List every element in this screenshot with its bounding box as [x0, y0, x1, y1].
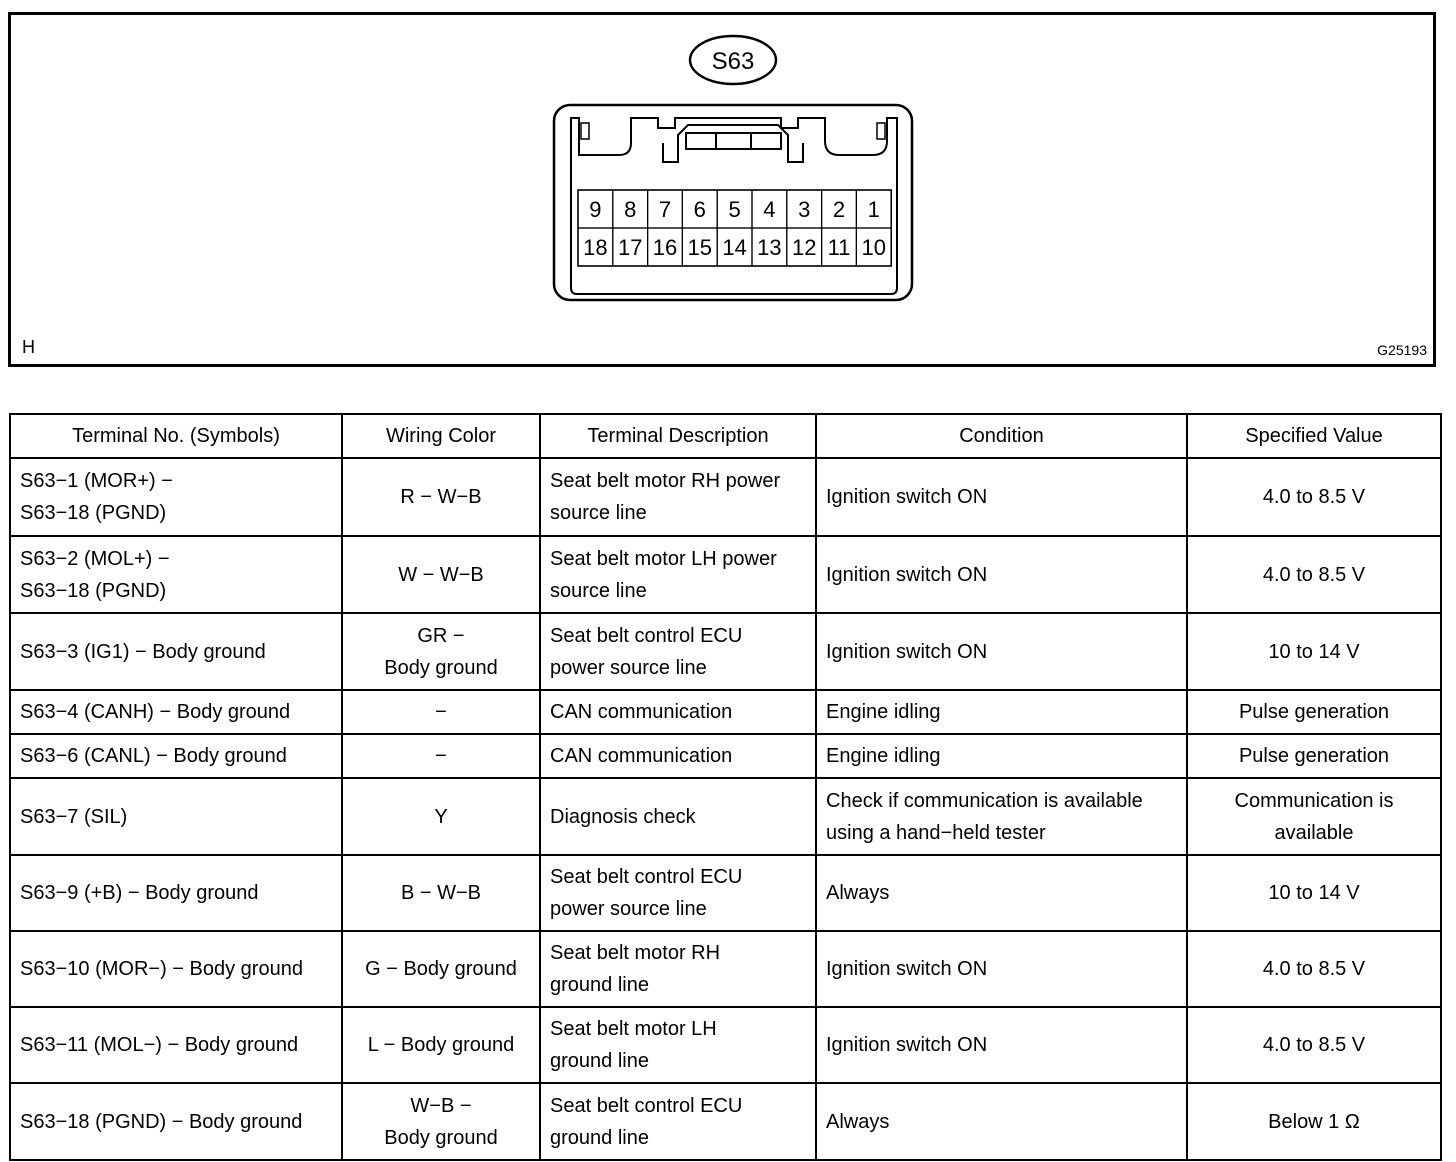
cell-text-line: Communication is	[1234, 789, 1394, 812]
cell-specified-value	[1187, 931, 1441, 1007]
pin-number: 16	[652, 235, 678, 260]
cell-text-line: S63−18 (PGND) − Body ground	[20, 1110, 303, 1133]
cell-condition	[816, 778, 1187, 855]
connector-drawing	[11, 15, 1433, 364]
cell-text-line: Ignition switch ON	[826, 563, 988, 586]
cell-text-line: using a hand−held tester	[826, 821, 1046, 844]
table-header-row	[10, 414, 1441, 458]
figure-code: G25193	[1377, 342, 1427, 358]
cell-terminal-description	[540, 855, 816, 931]
cell-text-line: 4.0 to 8.5 V	[1262, 486, 1366, 508]
cell-text-line: Below 1 Ω	[1268, 1110, 1360, 1133]
cell-text-line: G − Body ground	[365, 958, 517, 980]
cell-text-line: Seat belt motor LH power	[550, 547, 777, 570]
pin-number: 1	[867, 197, 880, 222]
cell-specified-value	[1187, 690, 1441, 734]
cell-condition	[816, 690, 1187, 734]
cell-text-line: power source line	[550, 656, 707, 679]
pin-number: 4	[763, 197, 776, 222]
cell-text-line: ground line	[550, 974, 649, 996]
header-wiring-color: Wiring Color	[342, 414, 540, 458]
pin-number: 2	[832, 197, 846, 222]
cell-terminal-description	[540, 458, 816, 536]
cell-terminal	[10, 690, 342, 734]
cell-terminal-description	[540, 931, 816, 1007]
cell-terminal-description	[540, 613, 816, 690]
cell-terminal-description	[540, 536, 816, 613]
table-row	[10, 536, 1441, 613]
table-row	[10, 931, 1441, 1007]
cell-terminal	[10, 536, 342, 613]
cell-text-line: Engine idling	[826, 701, 941, 723]
pin-number: 14	[722, 235, 747, 260]
table-row	[10, 690, 1441, 734]
cell-text-line: source line	[550, 579, 647, 602]
cell-text-line: source line	[550, 502, 647, 524]
cell-text-line: CAN communication	[550, 745, 733, 767]
cell-text-line: Pulse generation	[1238, 701, 1390, 723]
cell-text-line: 10 to 14 V	[1268, 882, 1360, 904]
cell-text-line: Seat belt motor RH power	[550, 470, 781, 492]
cell-text-line: Seat belt control ECU	[550, 866, 743, 888]
cell-text-line: S63−7 (SIL)	[20, 805, 128, 828]
cell-text-line: 10 to 14 V	[1268, 640, 1360, 663]
cell-text-line: S63−6 (CANL) − Body ground	[20, 745, 287, 767]
pin-number: 13	[757, 235, 782, 260]
cell-wiring-color	[342, 613, 540, 690]
cell-specified-value	[1187, 536, 1441, 613]
cell-terminal	[10, 931, 342, 1007]
header-terminal: Terminal No. (Symbols)	[10, 414, 342, 458]
cell-condition	[816, 1007, 1187, 1083]
cell-condition	[816, 855, 1187, 931]
cell-terminal-description	[540, 1007, 816, 1083]
cell-text-line: Ignition switch ON	[826, 1034, 988, 1056]
cell-condition	[816, 1083, 1187, 1160]
table-row	[10, 1083, 1441, 1160]
header-specified-value: Specified Value	[1187, 414, 1441, 458]
cell-terminal-description	[540, 690, 816, 734]
pin-number: 18	[583, 235, 608, 260]
pin-number: 15	[687, 235, 713, 260]
cell-text-line: Ignition switch ON	[826, 486, 988, 508]
table-row	[10, 778, 1441, 855]
cell-specified-value	[1187, 458, 1441, 536]
connector-lock-slot	[686, 133, 781, 149]
cell-wiring-color	[342, 1007, 540, 1083]
pin-number: 12	[791, 235, 817, 260]
cell-specified-value	[1187, 855, 1441, 931]
cell-wiring-color	[342, 1083, 540, 1160]
view-marker: H	[22, 337, 35, 357]
cell-terminal	[10, 458, 342, 536]
cell-condition	[816, 536, 1187, 613]
cell-text-line: Seat belt control ECU	[550, 1094, 743, 1117]
cell-specified-value	[1187, 613, 1441, 690]
cell-text-line: Always	[826, 882, 890, 904]
cell-text-line: W − W−B	[398, 563, 484, 586]
table-row	[10, 458, 1441, 536]
cell-text-line: −	[435, 701, 447, 723]
cell-text-line: Y	[434, 805, 448, 828]
cell-text-line: W−B −	[410, 1094, 472, 1117]
pin-number: 8	[624, 197, 637, 222]
cell-condition	[816, 613, 1187, 690]
cell-text-line: 4.0 to 8.5 V	[1262, 1034, 1366, 1056]
cell-text-line: S63−9 (+B) − Body ground	[20, 882, 259, 904]
cell-text-line: −	[435, 745, 447, 767]
cell-text-line: ground line	[550, 1050, 649, 1072]
cell-text-line: S63−11 (MOL−) − Body ground	[20, 1034, 299, 1056]
cell-condition	[816, 458, 1187, 536]
cell-text-line: Diagnosis check	[550, 805, 696, 828]
terminal-spec-table	[9, 413, 1442, 1161]
cell-text-line: 4.0 to 8.5 V	[1262, 563, 1366, 586]
cell-condition	[816, 734, 1187, 778]
cell-text-line: S63−18 (PGND)	[20, 502, 167, 524]
cell-text-line: GR −	[417, 624, 465, 647]
table-row	[10, 613, 1441, 690]
pin-number: 6	[693, 197, 706, 222]
cell-wiring-color	[342, 734, 540, 778]
cell-condition	[816, 931, 1187, 1007]
cell-text-line: Seat belt motor RH	[550, 942, 721, 964]
cell-text-line: L − Body ground	[367, 1034, 515, 1056]
cell-text-line: Pulse generation	[1238, 745, 1390, 767]
pin-number: 10	[861, 235, 887, 260]
cell-terminal-description	[540, 1083, 816, 1160]
connector-diagram	[8, 12, 1436, 367]
cell-text-line: B − W−B	[400, 882, 482, 904]
cell-text-line: Engine idling	[826, 745, 941, 767]
cell-text-line: S63−10 (MOR−) − Body ground	[20, 958, 303, 980]
pin-number: 3	[798, 197, 811, 222]
cell-terminal-description	[540, 778, 816, 855]
cell-text-line: CAN communication	[550, 701, 733, 723]
cell-text-line: R − W−B	[400, 486, 482, 508]
cell-text-line: S63−4 (CANH) − Body ground	[20, 701, 291, 723]
cell-text-line: available	[1274, 821, 1354, 844]
cell-text-line: Ignition switch ON	[826, 958, 988, 980]
cell-terminal	[10, 778, 342, 855]
cell-terminal	[10, 734, 342, 778]
cell-wiring-color	[342, 855, 540, 931]
cell-terminal-description	[540, 734, 816, 778]
cell-terminal	[10, 855, 342, 931]
cell-text-line: S63−18 (PGND)	[20, 579, 167, 602]
cell-specified-value	[1187, 734, 1441, 778]
cell-terminal	[10, 613, 342, 690]
pin-number: 9	[589, 197, 602, 222]
cell-text-line: Check if communication is available	[826, 789, 1143, 812]
pin-number: 7	[658, 197, 672, 222]
header-condition: Condition	[816, 414, 1187, 458]
cell-wiring-color	[342, 536, 540, 613]
table-row	[10, 734, 1441, 778]
pin-number: 17	[617, 235, 643, 260]
cell-text-line: Body ground	[384, 1126, 498, 1149]
cell-terminal	[10, 1083, 342, 1160]
cell-text-line: S63−1 (MOR+) −	[20, 470, 173, 492]
cell-specified-value	[1187, 778, 1441, 855]
cell-text-line: S63−3 (IG1) − Body ground	[20, 640, 266, 663]
cell-text-line: Body ground	[384, 656, 498, 679]
cell-text-line: Always	[826, 1110, 890, 1133]
cell-terminal	[10, 1007, 342, 1083]
header-terminal-description: Terminal Description	[540, 414, 816, 458]
cell-text-line: power source line	[550, 898, 707, 920]
cell-text-line: Seat belt motor LH	[550, 1018, 717, 1040]
connector-label: S63	[711, 48, 755, 75]
cell-text-line: ground line	[550, 1126, 649, 1149]
cell-wiring-color	[342, 931, 540, 1007]
pin-grid	[578, 190, 891, 266]
table-row	[10, 855, 1441, 931]
cell-text-line: S63−2 (MOL+) −	[20, 547, 170, 570]
table-row	[10, 1007, 1441, 1083]
cell-wiring-color	[342, 458, 540, 536]
cell-text-line: Ignition switch ON	[826, 640, 988, 663]
pin-number: 11	[827, 235, 851, 260]
pin-number: 5	[728, 197, 741, 222]
cell-text-line: 4.0 to 8.5 V	[1262, 958, 1366, 980]
cell-specified-value	[1187, 1083, 1441, 1160]
cell-text-line: Seat belt control ECU	[550, 624, 743, 647]
cell-wiring-color	[342, 778, 540, 855]
cell-wiring-color	[342, 690, 540, 734]
cell-specified-value	[1187, 1007, 1441, 1083]
